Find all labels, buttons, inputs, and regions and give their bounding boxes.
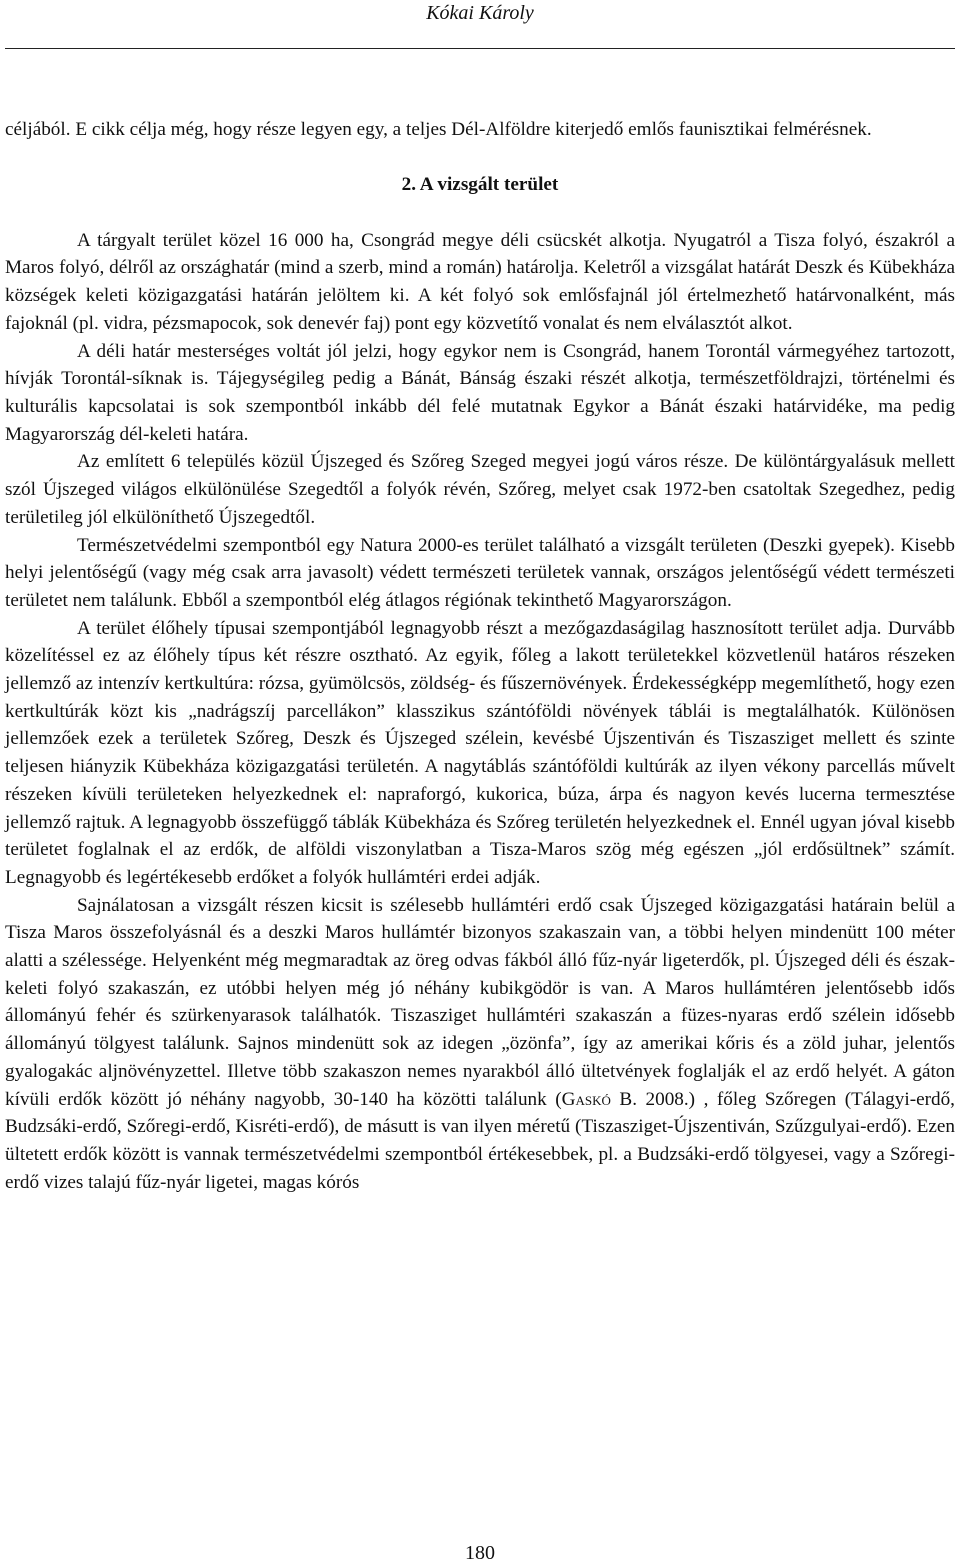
- forests-text-a: Sajnálatosan a vizsgált részen kicsit is szélesebb hullámtéri erdő csak Újszeged közigazgatási határain belül a Tisza Maros összefolyásnál és a deszki Maros hullámtér bizonyos szakaszain van, a többi helyen mindenütt 100 méter alatti a szélessége. Helyenként még megmaradtak az öreg odvas fákból álló fűz-nyár ligeterdők, pl. Újszeged déli és észak-keleti folyó szakaszán, ez utóbbi helyen még jó néhány kubikgödör is van. A Maros hullámtéren jelentősebb idős állományú fehér és szürkenyarasok találhatók. Tiszasziget hullámtéri szakaszán a füzes-nyaras erdő szélein idősebb állományú tölgyest találunk. Sajnos mindenütt sok az idegen „özönfa”, így az amerikai kőris és a zöld juhar, jelentős gyalogakác aljnövényzettel. Illetve több szakaszon nemes nyarakból álló ültetvények foglalják el az erdő helyét. A gáton kívüli erdők között jó néhány nagyobb, 30-140 ha közötti találunk (G: [5, 894, 955, 1110]
- page-number: 180: [465, 1542, 495, 1564]
- paragraph-intro-end: céljából. E cikk célja még, hogy része legyen egy, a teljes Dél-Alföldre kiterjedő emlős faunisztikai felmérésnek.: [5, 119, 872, 140]
- paragraph-area: A tárgyalt terület közel 16 000 ha, Csongrád megye déli csücskét alkotja. Nyugatról a Tisza folyó, északról a Maros folyó, délről az országhatár (mind a szerb, mind a román) határolja. Keletről a vizsgálat határát Deszk és Kübekháza községek keleti közigazgatási határán jelöltem ki. A két folyó sok emlősfajnál jól értelmezhető határvonalként, más fajoknál (pl. vidra, pézsmapocok, sok denevér faj) pont egy közvetítő vonalat és nem elválasztót alkot.: [5, 229, 955, 334]
- section-heading: 2. A vizsgált terület: [401, 174, 559, 196]
- running-head: Kókai Károly: [426, 2, 534, 24]
- page-body: [5, 116, 955, 1196]
- paragraph-south-border: A déli határ mesterséges voltát jól jelzi, hogy egykor nem is Csongrád, hanem Torontál vármegyéhez tartozott, hívják Torontál-síknak is. Tájegységileg pedig a Bánát, Bánság északi részét alkotja, természetföldrajzi, történelmi és kulturális kapcsolatai is sok szempontból inkább dél felé mutatnak Egykor a Bánát északi határvidéke, ma pedig Magyarország dél-keleti határa.: [5, 340, 955, 445]
- paragraph-settlements: Az említett 6 település közül Újszeged és Szőreg Szeged megyei jogú város része. De különtárgyalásuk mellett szól Újszeged világos elkülönülése Szegedtől a folyók révén, Szőreg, melyet csak 1972-ben csatoltak Szegedhez, pedig területileg jól elkülöníthető Újszegedtől.: [5, 451, 955, 528]
- citation-author-smallcaps: askó: [575, 1088, 611, 1110]
- paragraph-habitats: A terület élőhely típusai szempontjából legnagyobb részt a mezőgazdaságilag hasznosított terület adja. Durvább közelítéssel ez az élőhely típus két részre osztható. Az egyik, főleg a lakott területekkel közvetlenül határos részeken jellemző az intenzív kertkultúra: rózsa, gyümölcsös, zöldség- és fűszernövények. Érdekességképp megemlíthető, hogy ezen kertkultúrák közt kis „nadrágszíj parcellákon” klasszikus szántóföldi növények táblái is megtalálhatók. Különösen jellemzőek ezek a területek Szőreg, Deszk és Újszeged szélein, kevésbé Újszentiván és Tiszasziget mellett és szinte teljesen hiányzik Kübekháza közigazgatási területén. A nagytáblás szántóföldi kultúrák az ilyen vékony parcellás művelt részeken kívüli területeken helyezkednek el: napraforgó, kukorica, búza, árpa és nagyon kevés lucerna termesztése jellemző rajtuk. A legnagyobb összefüggő táblák Kübekháza és Szőreg területén helyezkednek el. Ennél ugyan jóval kisebb területet foglalnak el az erdők, de alföldi viszonylatban a Tisza-Maros szög még egészen „jól erdősültnek” számít. Legnagyobb és legértékesebb erdőket a folyók hullámtéri erdei adják.: [5, 617, 955, 888]
- paragraph-conservation: Természetvédelmi szempontból egy Natura 2000-es terület található a vizsgált területen (Deszki gyepek). Kisebb helyi jelentőségű (vagy még csak arra javasolt) védett természeti területek vannak, országos jelentőségű védett természeti területet nem találunk. Ebből a szempontból elég átlagos régiónak tekinthető Magyarországon.: [5, 534, 955, 611]
- paragraph-forests: [5, 892, 955, 1197]
- forests-text-b: B. 2008.) , főleg Szőregen (Tálagyi-erdő, Budzsáki-erdő, Szőregi-erdő, Kisréti-erdő), de másutt is van ilyen méretű (Tiszasziget-Újszentiván, Szűzgulyai-erdő). Ezen ültetett erdők között is vannak természetvédelmi szempontból értékesebbek, pl. a Budzsáki-erdő tölgyesei, vagy a Szőregi-erdő vizes talajú fűz-nyár ligetei, magas kórós: [5, 1088, 955, 1193]
- spacer: [5, 144, 955, 172]
- header-rule: [5, 48, 955, 49]
- spacer: [5, 199, 955, 227]
